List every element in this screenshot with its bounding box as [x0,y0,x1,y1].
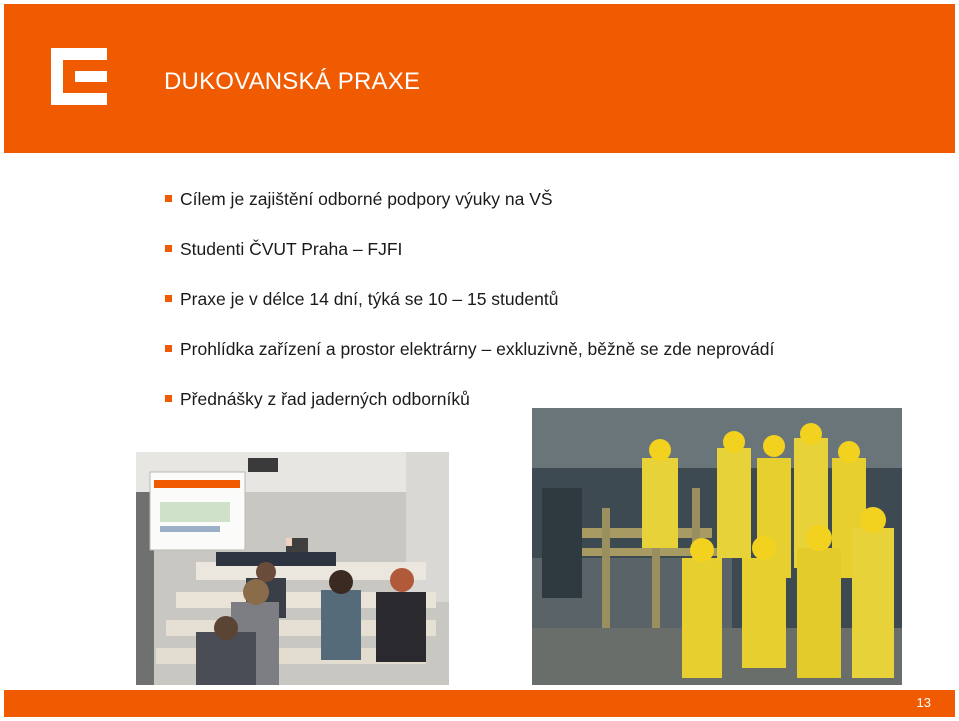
slide-title: DUKOVANSKÁ PRAXE [164,68,421,95]
footer-bar [4,690,955,717]
bullet-item [165,286,774,336]
bullet-item [165,336,774,386]
page-number: 13 [916,695,931,710]
bullet-item [165,236,774,286]
bullet-square-icon [165,295,172,302]
slide-header [4,4,955,153]
bullet-list [165,186,774,436]
bullet-square-icon [165,395,172,402]
bullet-item [165,186,774,236]
bullet-square-icon [165,345,172,352]
bullet-text: Studenti ČVUT Praha – FJFI [180,239,403,259]
bullet-text: Cílem je zajištění odborné podpory výuky na VŠ [180,189,553,209]
bullet-text: Prohlídka zařízení a prostor elektrárny – exkluzivně, běžně se zde neprovádí [180,339,775,359]
lecture-room-photo [136,452,449,685]
bullet-square-icon [165,245,172,252]
bullet-square-icon [165,195,172,202]
bullet-text: Praxe je v délce 14 dní, týká se 10 – 15 studentů [180,289,559,309]
bullet-text: Přednášky z řad jaderných odborníků [180,389,470,409]
cez-logo-icon [51,48,107,105]
power-plant-tour-photo [532,408,902,685]
